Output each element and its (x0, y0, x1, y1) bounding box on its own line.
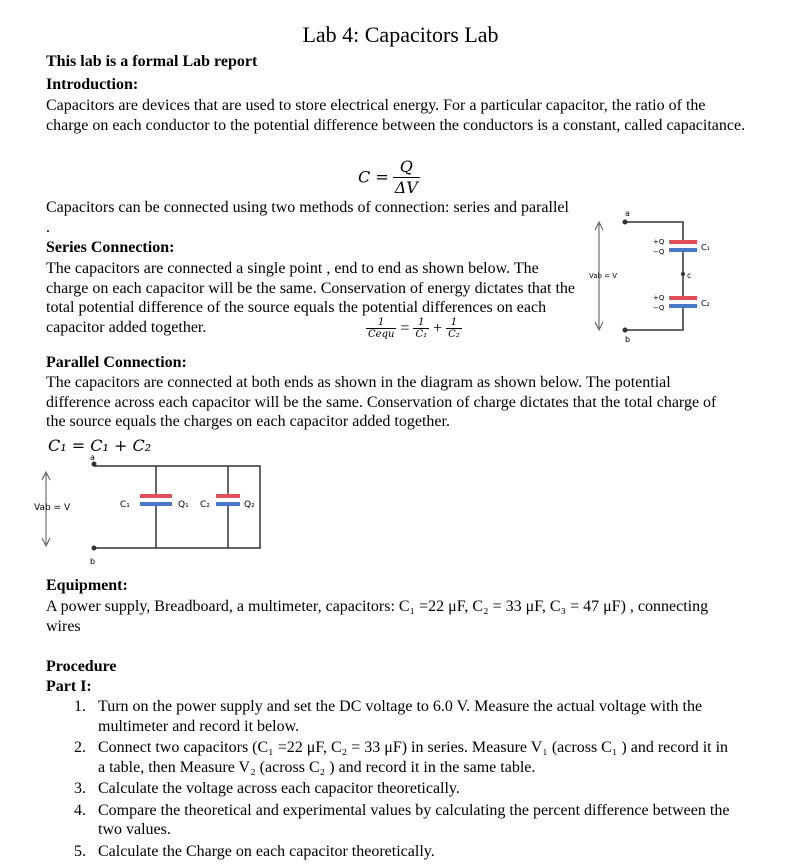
c1-pos-plate (140, 494, 172, 498)
node-a (92, 462, 97, 467)
label-b: b (90, 557, 96, 566)
step-text: Connect two capacitors (C₁ =22 μF, C₂ = 33 μF) in series. Measure V₁ (across C₁ ) and record it in a table, then Measure V₂ (across C₂ ) and record it in the same table. (98, 739, 729, 776)
c2-pos-plate (216, 494, 240, 498)
equipment-text: A power supply, Breadboard, a multimeter, capacitors: C₁ =22 μF, C₂ = 33 μF, C₃ = 47 μF) , connecting wires (46, 598, 709, 635)
node-b (92, 546, 97, 551)
step-number: 2. (74, 739, 86, 756)
node-b (623, 328, 628, 333)
label-plus-q1: +Q (653, 238, 665, 246)
c2-neg-plate (669, 304, 697, 308)
label-c: c (687, 271, 692, 280)
methods-text: Capacitors can be connected using two methods of connection: series and parallel . (46, 199, 569, 236)
label-c2: C₂ (701, 299, 710, 308)
procedure-step (46, 842, 736, 862)
label-q2: Q₂ (244, 500, 255, 510)
label-q1: Q₁ (178, 500, 189, 510)
frac-numerator: 1 (366, 317, 396, 329)
label-plus-q2: +Q (653, 294, 665, 302)
c2-neg-plate (216, 502, 240, 506)
step-text: Calculate the voltage across each capacitor theoretically. (98, 780, 460, 797)
page-title: Lab 4: Capacitors Lab (302, 22, 499, 47)
node-a (623, 220, 628, 225)
formula-denominator: ΔV (394, 177, 418, 197)
step-number: 5. (74, 842, 86, 860)
label-b: b (625, 335, 631, 344)
c1-neg-plate (669, 248, 697, 252)
label-a: a (625, 209, 630, 218)
procedure-steps (46, 697, 736, 861)
intro-heading: Introduction: (46, 76, 139, 93)
step-number: 4. (74, 801, 86, 819)
node-c (681, 272, 685, 276)
formula-lhs: C = (358, 167, 389, 187)
label-c1: C₁ (701, 243, 710, 252)
parallel-circuit-diagram (32, 452, 282, 582)
frac-numerator: 1 (413, 317, 429, 329)
label-minus-q1: −Q (653, 248, 665, 256)
series-heading: Series Connection: (46, 239, 175, 256)
equipment-heading: Equipment: (46, 577, 128, 594)
procedure-step (46, 738, 736, 777)
procedure-heading: Procedure (46, 658, 117, 675)
frac-numerator: 1 (446, 317, 462, 329)
part-one-heading: Part I: (46, 678, 92, 695)
frac-denominator: C₁ (415, 329, 428, 340)
frac-denominator: C₂ (448, 329, 460, 340)
step-number: 3. (74, 780, 86, 797)
label-c1: C₁ (120, 500, 130, 510)
procedure-step (46, 779, 736, 799)
label-minus-q2: −Q (653, 304, 665, 312)
plus-sign: + (433, 319, 443, 337)
label-c2: C₂ (200, 500, 210, 510)
label-vab: Vab = V (34, 503, 71, 513)
step-text: Calculate the Charge on each capacitor theoretically. (98, 842, 435, 860)
formal-note: This lab is a formal Lab report (46, 53, 258, 70)
series-circuit-diagram (585, 208, 745, 348)
parallel-heading: Parallel Connection: (46, 354, 187, 371)
c2-pos-plate (669, 296, 697, 300)
frac-denominator: Cequ (368, 329, 395, 340)
formula-fraction (393, 157, 420, 197)
frac-c1 (413, 317, 429, 340)
equals-sign: = (400, 319, 410, 337)
label-vab: Vab = V (589, 272, 618, 280)
procedure-step (46, 801, 736, 840)
formula-numerator: Q (393, 157, 420, 178)
intro-text: Capacitors are devices that are used to store electrical energy. For a particular capacitor, the ratio of the charge on each conductor to the potential difference between the conductors is a constant, called capacitance. (46, 97, 746, 134)
series-formula (366, 317, 462, 340)
c1-pos-plate (669, 240, 697, 244)
c1-neg-plate (140, 502, 172, 506)
parallel-text: The capacitors are connected at both ends as shown in the diagram as shown below. The potential difference across each capacitor will be the same. Conservation of charge dictates that the total charge of the source equals the charges on each capacitor added together. (46, 374, 717, 430)
step-text: Turn on the power supply and set the DC voltage to 6.0 V. Measure the actual voltage with the multimeter and record it below. (98, 698, 703, 735)
series-text: The capacitors are connected a single point , end to end as shown below. The charge on each capacitor will be the same. Conservation of energy dictates that the total potential difference of the source equals the potential differences on each capacitor added together. (46, 260, 575, 336)
parallel-formula: C₁ = C₁ + C₂ (48, 436, 152, 455)
step-text: Compare the theoretical and experimental values by calculating the percent difference between the two values. (98, 801, 730, 838)
procedure-step (46, 697, 736, 736)
capacitance-formula (358, 157, 420, 197)
frac-ceq (366, 317, 396, 340)
label-a: a (90, 453, 95, 462)
step-number: 1. (74, 698, 86, 715)
frac-c2 (446, 317, 462, 340)
